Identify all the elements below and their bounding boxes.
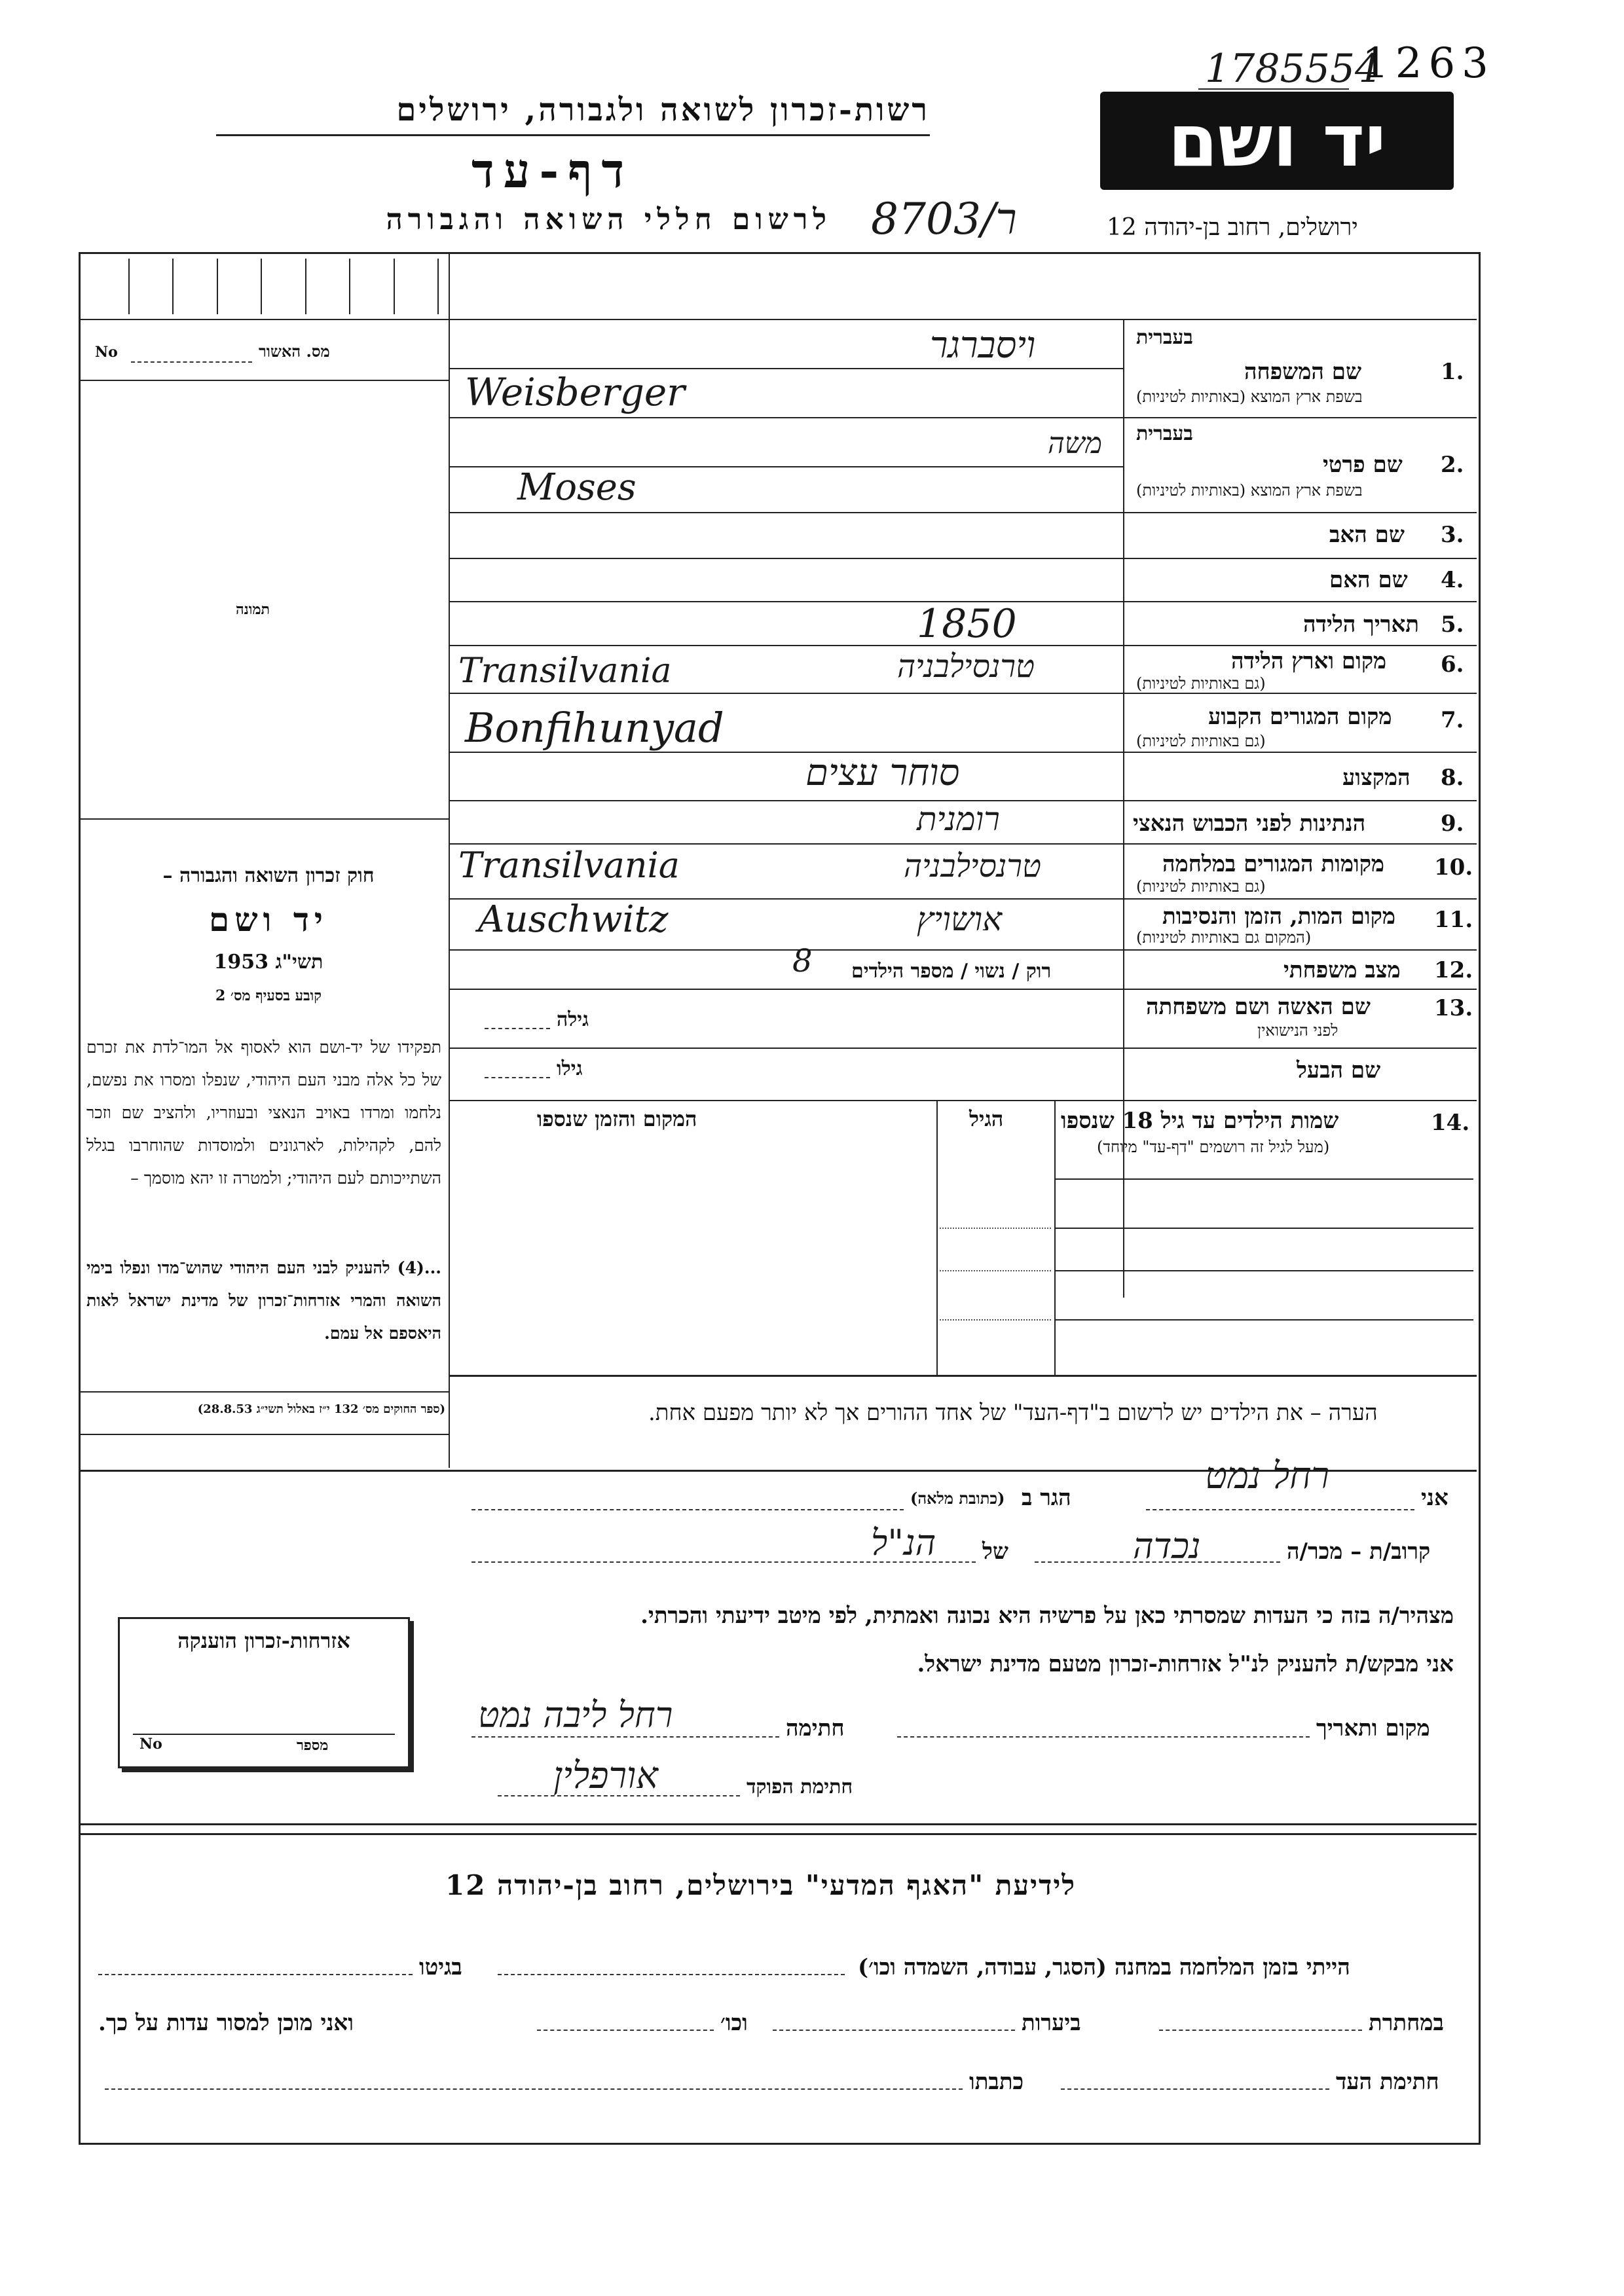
field-10-num: 10. bbox=[1434, 854, 1473, 881]
field-9-num: 9. bbox=[1441, 811, 1464, 837]
info-line2-dash-a bbox=[1159, 2030, 1362, 2031]
field-8-label: המקצוע bbox=[1342, 765, 1411, 791]
left-col-divider bbox=[449, 319, 450, 1468]
row-line-12 bbox=[449, 989, 1477, 990]
row-line-7 bbox=[449, 752, 1477, 753]
info-line2-dash-c bbox=[537, 2030, 714, 2031]
row-line-6 bbox=[449, 693, 1477, 694]
stamp-box-title: אזרחות-זכרון הוענקה bbox=[177, 1628, 350, 1653]
decl-officer-line bbox=[498, 1795, 740, 1796]
law-para-2: ...(4) להעניק לבני העם היהודי שהוש־מדו ונפלו בימי השואה והמרי אזרחות־זכרון של מדינת ישראל לאות היאספם אל עמם. bbox=[86, 1258, 441, 1343]
children-row-3 bbox=[1054, 1270, 1473, 1271]
field-1-value-he: ויסברגר bbox=[930, 324, 1036, 367]
page-code: 1263 bbox=[1362, 39, 1495, 88]
approval-label: מס. האשור bbox=[259, 342, 330, 361]
children-row-2 bbox=[1054, 1228, 1473, 1229]
field-3-label: שם האב bbox=[1329, 522, 1405, 548]
row-line-11 bbox=[449, 949, 1477, 951]
field-12-label: מצב משפחתי bbox=[1283, 957, 1401, 983]
field-9-label: הנתינות לפני הכבוש הנאצי bbox=[1133, 811, 1366, 837]
children-dot-3 bbox=[940, 1319, 1051, 1321]
decl-signature-line bbox=[471, 1736, 779, 1738]
children-col-div-1 bbox=[1054, 1100, 1056, 1375]
field-4-num: 4. bbox=[1441, 567, 1464, 593]
field-7-label: מקום המגורים הקבוע bbox=[1208, 704, 1392, 730]
field-13-label: שם האשה ושם משפחתה bbox=[1146, 994, 1371, 1020]
archive-underline bbox=[1198, 88, 1349, 90]
archive-number: 1785554 bbox=[1205, 46, 1380, 92]
field-10-label: מקומות המגורים במלחמה bbox=[1162, 851, 1385, 877]
stamp-box-no: No bbox=[139, 1736, 162, 1753]
children-col-age: הגיל bbox=[969, 1106, 1004, 1131]
row-line-husband bbox=[449, 1100, 1477, 1101]
children-label: שמות הילדים עד גיל 18 שנספו bbox=[1061, 1108, 1339, 1134]
info-line1-b: בגיטו bbox=[419, 1954, 462, 1980]
law-section: קובע בסעיף מס׳ 2 bbox=[215, 987, 322, 1004]
row-line-1a bbox=[449, 368, 1123, 369]
children-col-div-2 bbox=[936, 1100, 938, 1375]
info-line2-a: במחתרת bbox=[1369, 2010, 1444, 2036]
decl-place-date-line bbox=[897, 1736, 1310, 1738]
row-line-3 bbox=[449, 558, 1477, 559]
husband-label: שם הבעל bbox=[1297, 1057, 1381, 1084]
decl-full-address: (כתובת מלאה) bbox=[910, 1489, 1005, 1508]
field-11-value-latin: Auschwitz bbox=[478, 898, 669, 941]
decl-relative-label: קרוב/ת – מכר/ה bbox=[1287, 1539, 1431, 1565]
decl-of-line bbox=[471, 1561, 976, 1563]
field-11-num: 11. bbox=[1434, 907, 1473, 933]
decl-signature-hand: רחל ליבה נמט bbox=[478, 1694, 673, 1736]
info-line1-a: הייתי בזמן המלחמה במחנה (הסגר, עבודה, השמדה וכו׳) bbox=[858, 1954, 1350, 1980]
decl-name-line bbox=[1146, 1509, 1414, 1510]
field-10-value-he: טרנסילבניה bbox=[904, 848, 1041, 884]
field-6-sub: (גם באותיות לטיניות) bbox=[1136, 674, 1266, 693]
husband-age-line bbox=[485, 1077, 550, 1078]
handwritten-ref: 8703/ר bbox=[871, 194, 1017, 244]
field-2-value-he: משה bbox=[1048, 427, 1103, 460]
stamp-box-number-label: מספר bbox=[297, 1737, 329, 1754]
row-line-2 bbox=[449, 512, 1477, 513]
row-line-1 bbox=[449, 417, 1477, 418]
field-1-value-latin: Weisberger bbox=[465, 370, 685, 414]
children-num: 14. bbox=[1431, 1110, 1470, 1136]
field-4-label: שם האם bbox=[1329, 567, 1408, 593]
field-10-sub: (גם באותיות לטיניות) bbox=[1136, 877, 1266, 896]
form-title: דף-עד bbox=[471, 143, 634, 198]
field-2-sub: בשפת ארץ המוצא (באותיות לטיניות) bbox=[1136, 481, 1363, 500]
decl-officer-hand: אורפלין bbox=[553, 1755, 658, 1797]
field-7-sub: (גם באותיות לטיניות) bbox=[1136, 732, 1266, 750]
field-1-label: שם המשפחה bbox=[1244, 359, 1362, 385]
info-line3-dash-a bbox=[1061, 2088, 1329, 2090]
info-line2-d: ואני מוכן למסור עדות על כך. bbox=[98, 2010, 354, 2036]
info-line1-dash-b bbox=[98, 1974, 413, 1975]
field-5-label: תאריך הלידה bbox=[1303, 611, 1420, 638]
top-strip-divider bbox=[449, 252, 450, 319]
field-3-num: 3. bbox=[1441, 522, 1464, 548]
field-8-num: 8. bbox=[1441, 765, 1464, 791]
children-dot-1 bbox=[940, 1228, 1051, 1229]
address: ירושלים, רחוב בן-יהודה 12 bbox=[1107, 214, 1358, 241]
decl-of-hand: הנ"ל bbox=[871, 1522, 936, 1563]
field-7-num: 7. bbox=[1441, 707, 1464, 733]
top-strip-bottom bbox=[79, 319, 1477, 320]
memorial-citizenship-box bbox=[118, 1617, 410, 1768]
field-11-value-he: אושויץ bbox=[917, 900, 1003, 938]
decl-of-label: של bbox=[982, 1539, 1008, 1565]
approval-line bbox=[131, 361, 252, 363]
field-1-sub: בשפת ארץ המוצא (באותיות לטיניות) bbox=[1136, 388, 1363, 406]
field-10-value-latin: Transilvania bbox=[458, 845, 680, 886]
row-line-13 bbox=[449, 1048, 1477, 1049]
field-2-hebrew-tag: בעברית bbox=[1136, 422, 1193, 445]
decl-request-text: אני מבקש/ת להעניק לנ"ל אזרחות-זכרון מטעם מדינת ישראל. bbox=[917, 1651, 1454, 1677]
field-5-value: 1850 bbox=[917, 601, 1017, 647]
form-subtitle: לרשום חללי השואה והגבורה bbox=[386, 203, 832, 236]
law-year: תשי"ג 1953 bbox=[213, 951, 323, 974]
photo-bottom bbox=[79, 818, 449, 820]
org-name: רשות-זכרון לשואה ולגבורה, ירושלים bbox=[396, 92, 930, 128]
field-12-num: 12. bbox=[1434, 957, 1473, 983]
photo-area bbox=[80, 381, 448, 816]
field-2-value-latin: Moses bbox=[517, 466, 637, 509]
children-row-4 bbox=[1054, 1319, 1473, 1321]
info-line3-dash-b bbox=[105, 2088, 963, 2090]
children-row-1 bbox=[1054, 1178, 1473, 1180]
info-top-1 bbox=[79, 1823, 1477, 1825]
field-6-num: 6. bbox=[1441, 651, 1464, 678]
field-6-label: מקום וארץ הלידה bbox=[1231, 648, 1387, 674]
field-1-hebrew-tag: בעברית bbox=[1136, 326, 1193, 349]
children-sub: (מעל לגיל זה רושמים "דף-עד" מיוחד) bbox=[1097, 1138, 1330, 1156]
info-title: לידיעת "האגף המדעי" בירושלים, רחוב בן-יהודה 12 bbox=[445, 1869, 1076, 1901]
decl-relation-hand: נכדה bbox=[1133, 1525, 1201, 1567]
decl-resident-label: הגר ב bbox=[1022, 1485, 1071, 1511]
org-underline bbox=[216, 134, 930, 136]
field-8-value: סוחר עצים bbox=[805, 752, 960, 794]
info-line3-a: חתימת העד bbox=[1336, 2069, 1439, 2095]
field-6-value-he: טרנסילבניה bbox=[897, 648, 1035, 685]
info-line2-c: וכו׳ bbox=[720, 2010, 748, 2036]
law-title: חוק זכרון השואה והגבורה – bbox=[162, 864, 375, 887]
decl-signature-label: חתימה bbox=[786, 1715, 845, 1741]
field-1-num: 1. bbox=[1441, 359, 1464, 385]
field-7-value-latin: Bonfihunyad bbox=[465, 704, 724, 752]
field-11-sub: (המקום גם באותיות לטיניות) bbox=[1136, 928, 1312, 947]
husband-age: גילו bbox=[557, 1057, 583, 1080]
decl-relation-line bbox=[1035, 1561, 1280, 1563]
children-dot-2 bbox=[940, 1270, 1051, 1271]
decl-address-line bbox=[471, 1509, 904, 1510]
decl-declare-text: מצהיר/ה בזה כי העדות שמסרתי כאן על פרשיה היא נכונה ואמתית, לפי מיטב ידיעתי והכרתי. bbox=[640, 1603, 1454, 1629]
note-top bbox=[449, 1375, 1477, 1377]
field-6-value-latin: Transilvania bbox=[458, 651, 672, 691]
field-13-age-line bbox=[485, 1028, 550, 1029]
approval-no: No bbox=[95, 344, 118, 361]
photo-label: תמונה bbox=[236, 601, 270, 618]
decl-i-label: אני bbox=[1421, 1485, 1449, 1511]
info-line3-b: כתבתו bbox=[969, 2069, 1024, 2095]
yad-vashem-logo bbox=[1100, 92, 1454, 190]
field-13-num: 13. bbox=[1434, 995, 1473, 1021]
field-13-age: גילה bbox=[557, 1008, 589, 1031]
decl-place-date-label: מקום ותאריך bbox=[1316, 1715, 1430, 1741]
field-2-label: שם פרטי bbox=[1323, 452, 1403, 478]
field-11-label: מקום המות, הזמן והנסיבות bbox=[1162, 903, 1396, 930]
logo-text: יד ושם bbox=[1168, 99, 1386, 183]
decl-officer-label: חתימת הפוקד bbox=[747, 1776, 853, 1798]
field-9-value: רומנית bbox=[917, 800, 1000, 838]
info-line1-dash-a bbox=[498, 1974, 845, 1975]
law-bottom-2 bbox=[79, 1434, 449, 1435]
info-line2-dash-b bbox=[773, 2030, 1015, 2031]
children-col-place: המקום והזמן שנספו bbox=[537, 1106, 697, 1131]
field-12-value: 8 bbox=[792, 943, 813, 979]
info-top-2 bbox=[79, 1833, 1477, 1835]
law-bottom-1 bbox=[79, 1391, 449, 1393]
field-13-sub: לפני הנישואין bbox=[1257, 1021, 1338, 1040]
field-12-extra: רוק / נשוי / מספר הילדים bbox=[851, 960, 1052, 983]
field-2-num: 2. bbox=[1441, 452, 1464, 478]
field-5-num: 5. bbox=[1441, 611, 1464, 638]
code-boxes bbox=[85, 259, 439, 314]
note-text: הערה – את הילדים יש לרשום ב"דף-העד" של אחד ההורים אך לא יותר מפעם אחת. bbox=[648, 1400, 1378, 1426]
law-para-1: תפקידו של יד-ושם הוא לאסוף אל המו־לדת את זכרם של כל אלה מבני העם היהודי, שנפלו ומסרו את נפשם, נלחמו ומרדו באויב הנאצי ובעוזריו, ולהציב שם וזכר להם, לקהילות, לארגונים ולמוסדות שהוחרבו בגלל השתייכותם לעם היהודי; ולמטרה זו יהא מוסמך – bbox=[86, 1038, 441, 1188]
law-name: יד ושם bbox=[209, 900, 328, 939]
law-citation: (ספר החוקים מס׳ 132 י״ז באלול תשי״ג 28.8.53) bbox=[197, 1402, 445, 1416]
decl-name-hand: רחל נמט bbox=[1205, 1455, 1329, 1497]
info-line2-b: ביערות bbox=[1022, 2010, 1081, 2036]
